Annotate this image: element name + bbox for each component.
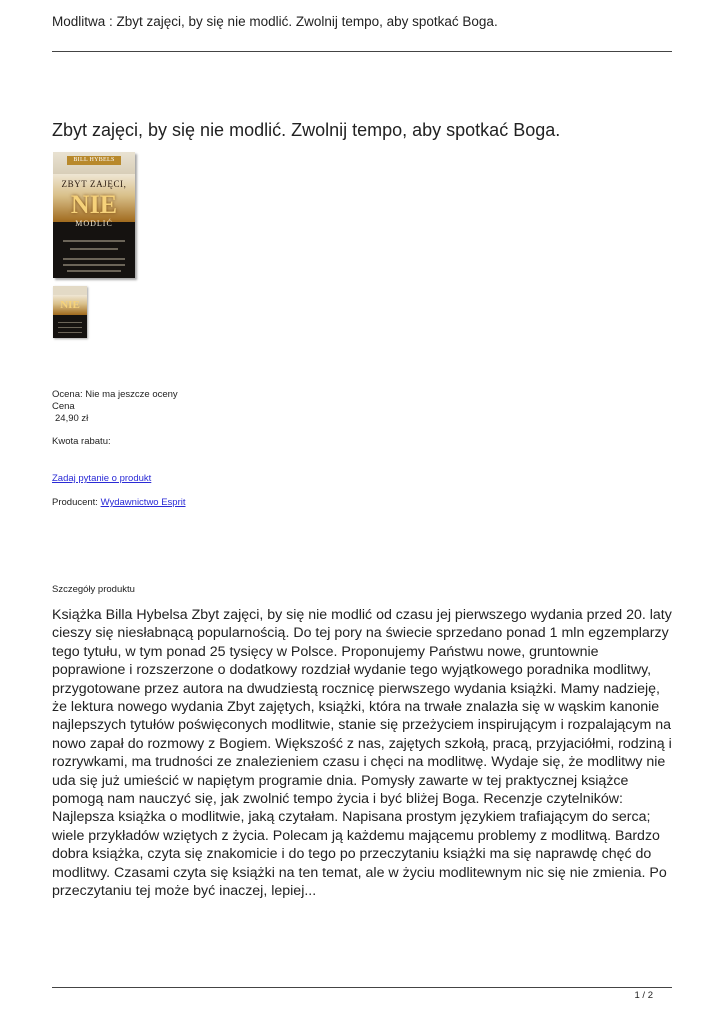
price-label: Cena <box>52 401 75 412</box>
cover-author: BILL HYBELS <box>67 156 121 165</box>
details-heading: Szczegóły produktu <box>52 584 135 595</box>
thumb-text-line <box>58 332 82 333</box>
cover-text-line <box>63 264 125 266</box>
thumb-text-line <box>58 327 82 328</box>
producer-row <box>52 497 186 509</box>
cover-text-line <box>63 240 125 242</box>
book-cover-thumbnail[interactable] <box>53 286 87 338</box>
thumb-top-band <box>53 286 87 295</box>
cover-title-line3: MODLIĆ <box>75 219 113 228</box>
ask-question-link[interactable]: Zadaj pytanie o produkt <box>52 473 152 484</box>
document-header: Modlitwa : Zbyt zajęci, by się nie modlić. Zwolnij tempo, aby spotkać Boga. <box>52 14 498 29</box>
cover-text-line <box>70 248 118 250</box>
producer-label: Producent: <box>52 497 101 508</box>
product-title: Zbyt zajęci, by się nie modlić. Zwolnij tempo, aby spotkać Boga. <box>52 120 561 140</box>
page-number: 1 / 2 <box>634 990 653 1001</box>
thumb-title: NIE <box>60 299 80 311</box>
producer-link[interactable]: Wydawnictwo Esprit <box>100 497 186 508</box>
cover-title-line1: ZBYT ZAJĘCI, <box>61 179 127 189</box>
price-value: 24,90 zł <box>55 413 89 424</box>
thumb-text-line <box>58 322 82 323</box>
cover-title-line2: NIE <box>70 190 118 219</box>
rating-text: Ocena: Nie ma jeszcze oceny <box>52 389 178 400</box>
cover-text-line <box>67 270 121 272</box>
discount-label: Kwota rabatu: <box>52 436 111 447</box>
product-description: Książka Billa Hybelsa Zbyt zajęci, by się nie modlić od czasu jej pierwszego wydania przed 20. laty cieszy się niesłabnącą popularnością. Do tej pory na świecie sprzedano ponad 1 mln egzemplarzy tego tytułu, w tym ponad 25 tysięcy w Polsce. Proponujemy Państwu nowe, gruntownie poprawione i rozszerzone o dodatkowy rozdział wydanie tego wyjątkowego poradnika modlitwy, przygotowane przez autora na dwudziestą rocznicę pierwszego wydania książki. Mamy nadzieję, że lektura nowego wydania Zbyt zajętych, książki, która na trwałe znalazła się w wąskim kanonie najlepszych tytułów poświęconych modlitwie, stanie się przeżyciem inspirującym i rozpalającym na nowo zapał do rozmowy z Bogiem. Większość z nas, zajętych szkołą, pracą, przyjaciółmi, rodziną i rozrywkami, ma trudności ze znalezieniem czasu i chęci na modlitwę. Wydaje się, że modlitwy nie uda się już umieścić w napiętym programie dnia. Pomysły zawarte w tej praktycznej książce pomogą nam nauczyć się, jak zwolnić tempo życia i być bliżej Boga. Recenzje czytelników: Najlepsza książka o modlitwie, jaką czytałam. Napisana prostym językiem trafiającym do serca; wiele przykładów wziętych z życia. Polecam ją każdemu mającemu problemy z modlitwą. Bardzo dobra książka, czyta się znakomicie i do tego po przeczytaniu książki ma się naprawdę chęć do modlitwy. Czasami czyta się książki na ten temat, ale w życiu modlitewnym nic się nie zmienia. Po przeczytaniu tej może być inaczej, lepiej... <box>52 607 672 900</box>
book-cover-image[interactable] <box>53 152 135 278</box>
footer-divider <box>52 987 672 988</box>
cover-text-line <box>63 258 125 260</box>
header-divider <box>52 51 672 52</box>
